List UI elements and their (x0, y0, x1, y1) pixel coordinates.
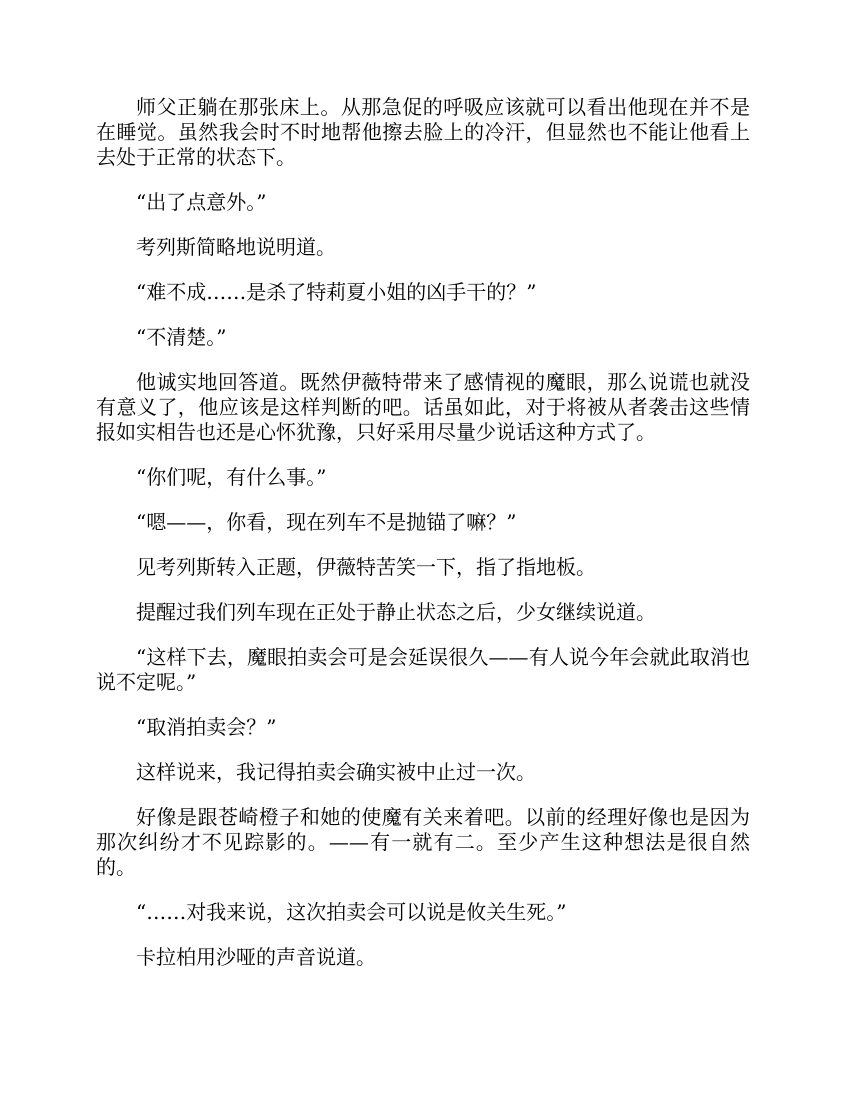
paragraph-11: “这样下去，魔眼拍卖会可是会延误很久——有人说今年会就此取消也说不定呢。” (96, 645, 750, 694)
paragraph-14: 好像是跟苍崎橙子和她的使魔有关来着吧。以前的经理好像也是因为那次纠纷才不见踪影的。——有一就有二。至少产生这种想法是很自然的。 (96, 805, 750, 879)
paragraph-5: “不清楚。” (136, 325, 227, 349)
paragraph-12: “取消拍卖会？” (136, 715, 277, 739)
paragraph-6: 他诚实地回答道。既然伊薇特带来了感情视的魔眼，那么说谎也就没有意义了，他应该是这样判断的吧。话虽如此，对于将被从者袭击这些情报如实相告也还是心怀犹豫，只好采用尽量少说话这种方式了。 (96, 370, 750, 444)
paragraph-8: “嗯——，你看，现在列车不是抛锚了嘛？” (136, 510, 517, 534)
paragraph-15: “……对我来说，这次拍卖会可以说是攸关生死。” (136, 900, 567, 924)
paragraph-7: “你们呢，有什么事。” (136, 465, 327, 489)
paragraph-16: 卡拉柏用沙哑的声音说道。 (136, 945, 376, 969)
paragraph-3: 考列斯简略地说明道。 (136, 235, 336, 259)
paragraph-13: 这样说来，我记得拍卖会确实被中止过一次。 (136, 760, 536, 784)
document-body (96, 95, 750, 990)
paragraph-10: 提醒过我们列车现在正处于静止状态之后，少女继续说道。 (136, 600, 656, 624)
paragraph-9: 见考列斯转入正题，伊薇特苦笑一下，指了指地板。 (136, 555, 596, 579)
paragraph-2: “出了点意外。” (136, 190, 267, 214)
paragraph-1: 师父正躺在那张床上。从那急促的呼吸应该就可以看出他现在并不是在睡觉。虽然我会时不时地帮他擦去脸上的冷汗，但显然也不能让他看上去处于正常的状态下。 (96, 95, 750, 169)
paragraph-4: “难不成……是杀了特莉夏小姐的凶手干的？” (136, 280, 537, 304)
